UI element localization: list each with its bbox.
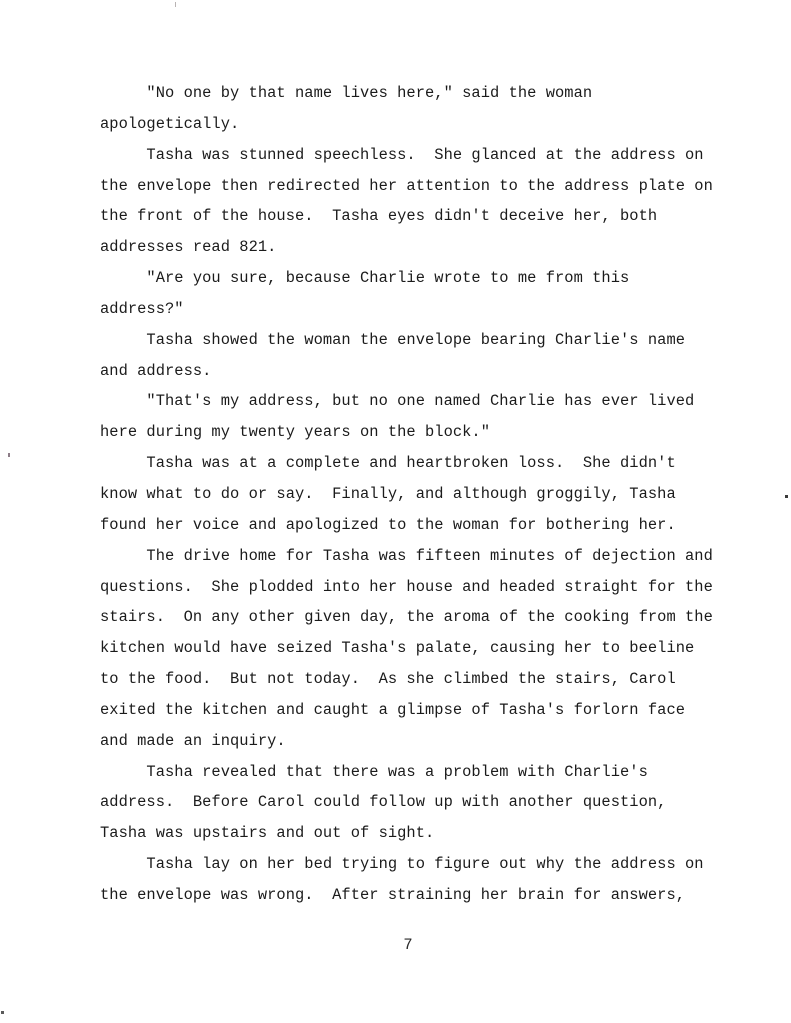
text-line: kitchen would have seized Tasha's palate, causing her to beeline xyxy=(100,639,695,658)
text-line: Tasha lay on her bed trying to figure out why the address on xyxy=(100,855,704,874)
text-line: the front of the house. Tasha eyes didn't deceive her, both xyxy=(100,207,658,226)
text-lines xyxy=(100,78,725,911)
text-line: know what to do or say. Finally, and although groggily, Tasha xyxy=(100,484,676,503)
page-number: 7 xyxy=(403,936,413,954)
scan-speck xyxy=(1,1011,4,1014)
text-line: the envelope was wrong. After straining her brain for answers, xyxy=(100,885,686,904)
text-line: Tasha revealed that there was a problem with Charlie's xyxy=(100,762,648,781)
text-line: addresses read 821. xyxy=(100,238,277,257)
text-line: and made an inquiry. xyxy=(100,731,286,750)
text-line: Tasha showed the woman the envelope bearing Charlie's name xyxy=(100,330,686,349)
text-line: found her voice and apologized to the woman for bothering her. xyxy=(100,515,676,534)
text-line: address. Before Carol could follow up with another question, xyxy=(100,793,667,812)
text-line: apologetically. xyxy=(100,114,240,133)
text-line: questions. She plodded into her house and headed straight for the xyxy=(100,577,713,596)
text-line: Tasha was at a complete and heartbroken loss. She didn't xyxy=(100,454,676,473)
text-line: exited the kitchen and caught a glimpse of Tasha's forlorn face xyxy=(100,700,686,719)
text-line: The drive home for Tasha was fifteen minutes of dejection and xyxy=(100,546,713,565)
text-line: to the food. But not today. As she climbed the stairs, Carol xyxy=(100,670,676,689)
text-line: address?" xyxy=(100,299,184,318)
scan-speck xyxy=(175,2,176,7)
text-line: "That's my address, but no one named Charlie has ever lived xyxy=(100,392,695,411)
scan-speck xyxy=(785,495,788,498)
text-line: the envelope then redirected her attention to the address plate on xyxy=(100,176,713,195)
text-line: and address. xyxy=(100,361,212,380)
text-line: stairs. On any other given day, the aroma of the cooking from the xyxy=(100,608,713,627)
text-line: "Are you sure, because Charlie wrote to me from this xyxy=(100,269,630,288)
text-line: Tasha was upstairs and out of sight. xyxy=(100,824,435,843)
scan-speck xyxy=(8,453,10,457)
text-line: Tasha was stunned speechless. She glanced at the address on xyxy=(100,145,704,164)
text-line: here during my twenty years on the block." xyxy=(100,423,491,442)
text-line: "No one by that name lives here," said the woman xyxy=(100,84,593,102)
